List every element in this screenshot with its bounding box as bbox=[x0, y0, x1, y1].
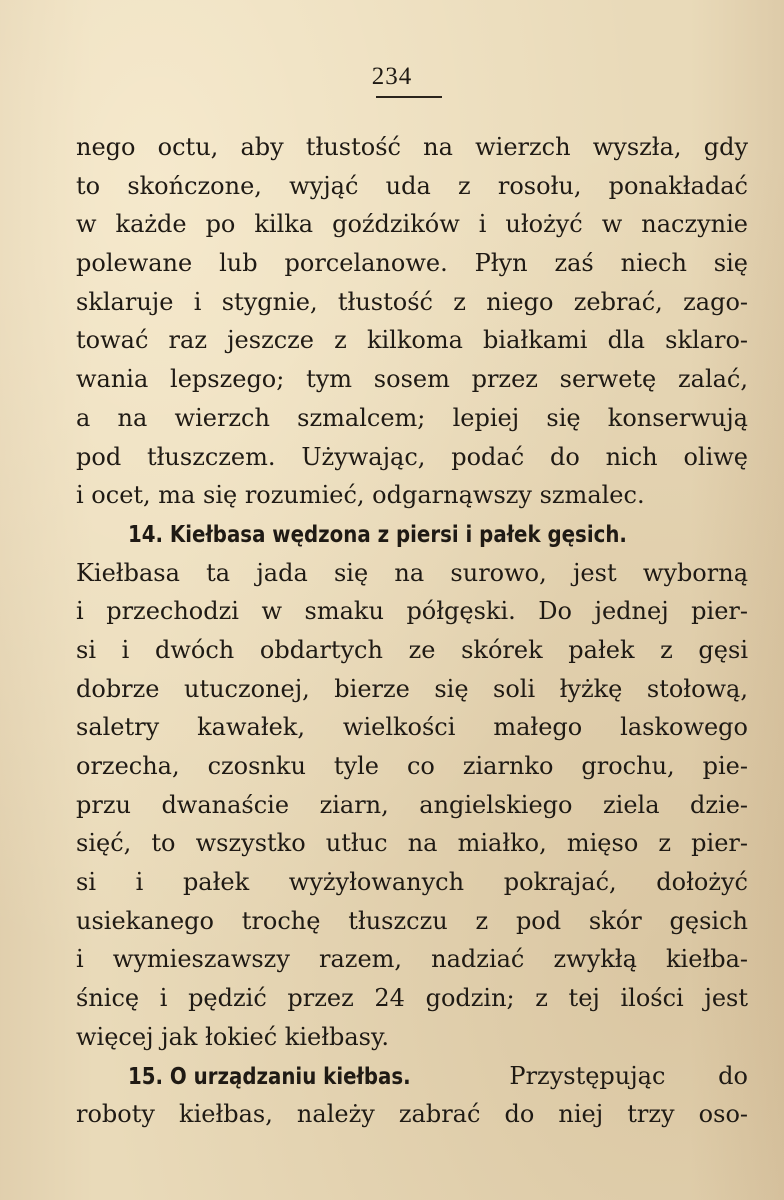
page-number: 234 bbox=[371, 63, 413, 90]
text-line: więcej jak łokieć kiełbasy. bbox=[76, 1022, 389, 1051]
text-line: Kiełbasa ta jada się na surowo, jest wyborną bbox=[76, 558, 748, 587]
section-15-heading: 15. O urządzaniu kiełbas. bbox=[128, 1063, 411, 1090]
text-line: pod tłuszczem. Używając, podać do nich oliwę bbox=[76, 442, 748, 471]
section-15-heading-line bbox=[76, 1057, 748, 1096]
text-line: usiekanego trochę tłuszczu z pod skór gęsich bbox=[76, 906, 748, 935]
text-line: dobrze utuczonej, bierze się soli łyżkę stołową, bbox=[76, 674, 748, 703]
page-number-rule bbox=[376, 96, 442, 98]
text-line: przu dwanaście ziarn, angielskiego ziela dzie- bbox=[76, 790, 748, 819]
text-line: sklaruje i stygnie, tłustość z niego zebrać, zago- bbox=[76, 287, 748, 316]
page-text bbox=[76, 128, 748, 1134]
text-line: śnicę i pędzić przez 24 godzin; z tej ilości jest bbox=[76, 984, 748, 1013]
text-line: i ocet, ma się rozumieć, odgarnąwszy szmalec. bbox=[76, 481, 645, 510]
text-line: a na wierzch szmalcem; lepiej się konserwują bbox=[76, 403, 748, 432]
text-line: orzecha, czosnku tyle co ziarnko grochu, pie- bbox=[76, 752, 748, 780]
text-line: saletry kawałek, wielkości małego laskowego bbox=[76, 713, 748, 742]
text-line: polewane lub porcelanowe. Płyn zaś niech się bbox=[76, 249, 748, 278]
text-line: nego octu, aby tłustość na wierzch wyszła, gdy bbox=[76, 133, 748, 161]
text-line: tować raz jeszcze z kilkoma białkami dla sklaro- bbox=[76, 326, 748, 355]
section-15-text: Przystępując do bbox=[509, 1061, 748, 1090]
text-line: w każde po kilka goździków i ułożyć w naczynie bbox=[76, 210, 748, 239]
text-line: si i pałek wyżyłowanych pokrajać, dołożyć bbox=[76, 868, 748, 897]
text-line: roboty kiełbas, należy zabrać do niej trzy oso- bbox=[76, 1100, 748, 1129]
text-line: to skończone, wyjąć uda z rosołu, ponakładać bbox=[76, 171, 748, 200]
text-line: sięć, to wszystko utłuc na miałko, mięso z pier- bbox=[76, 829, 748, 858]
section-14-heading-line bbox=[76, 515, 748, 554]
text-line: si i dwóch obdartych ze skórek pałek z gęsi bbox=[76, 635, 748, 664]
text-line: i wymieszawszy razem, nadziać zwykłą kiełba- bbox=[76, 945, 748, 974]
text-line: wania lepszego; tym sosem przez serwetę zalać, bbox=[76, 365, 748, 394]
section-14-heading: 14. Kiełbasa wędzona z piersi i pałek gęsich. bbox=[128, 521, 627, 548]
text-line: i przechodzi w smaku półgęski. Do jednej pier- bbox=[76, 597, 748, 626]
